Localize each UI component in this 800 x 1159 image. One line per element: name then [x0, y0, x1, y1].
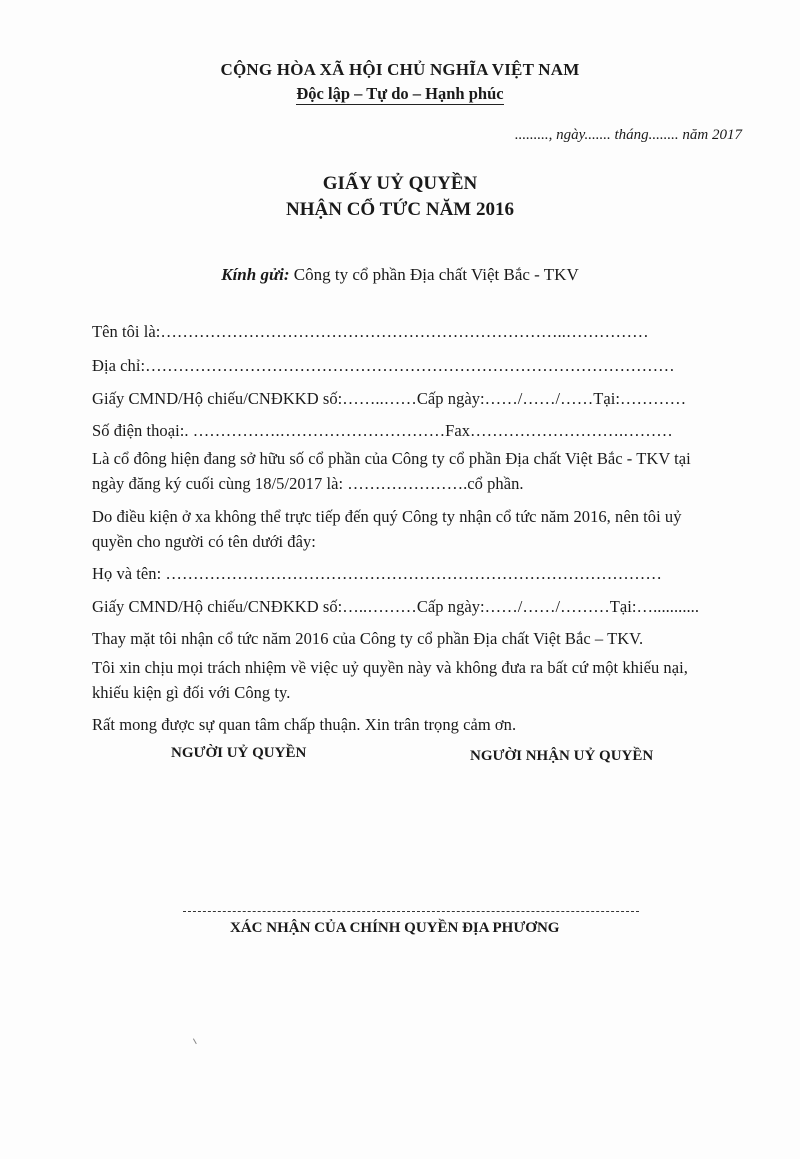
body-line-authorize: quyền cho người có tên dưới đây:	[92, 532, 316, 551]
document-title: GIẤY UỶ QUYỀN	[322, 173, 478, 194]
motto-text: Độc lập – Tự do – Hạnh phúc	[296, 84, 504, 103]
body-line-shareholder: Là cổ đông hiện đang sở hữu số cổ phần của Công ty cổ phần Địa chất Việt Bắc - TKV tại	[92, 449, 691, 468]
recipient-label: Kính gửi:	[221, 265, 290, 284]
date-line: ........., ngày....... tháng........ năm 2017	[514, 127, 742, 143]
pen-mark	[193, 1036, 201, 1044]
local-authority-confirmation: XÁC NHẬN CỦA CHÍNH QUYỀN ĐỊA PHƯƠNG	[230, 920, 560, 936]
body-line-name: Tên tôi là:………………………………………………………………..……………	[92, 322, 649, 341]
motto	[0, 84, 800, 104]
nation-header: CỘNG HÒA XÃ HỘI CHỦ NGHĨA VIỆT NAM	[220, 60, 580, 79]
body-line-on-behalf: Thay mặt tôi nhận cổ tức năm 2016 của Công ty cổ phần Địa chất Việt Bắc – TKV.	[92, 629, 644, 648]
dashed-divider	[183, 911, 639, 912]
body-line-phone: Số điện thoại:. …………….…………………………Fax……………………….………	[92, 421, 673, 440]
recipient-line	[0, 265, 800, 285]
body-line-id: Giấy CMND/Hộ chiếu/CNĐKKD số:……..……Cấp ngày:……/……/……Tại:…………	[92, 389, 687, 408]
grantor-signature-label: NGƯỜI UỶ QUYỀN	[171, 745, 307, 761]
body-line-proxy-id: Giấy CMND/Hộ chiếu/CNĐKKD số:…..………Cấp ngày:……/……/………Tại:…...........	[92, 597, 700, 616]
grantee-signature-label: NGƯỜI NHẬN UỶ QUYỀN	[470, 748, 654, 764]
body-line-proxy-name: Họ và tên: ………………………………………………………………………………	[92, 564, 662, 583]
body-line-reason: Do điều kiện ở xa không thể trực tiếp đến quý Công ty nhận cổ tức năm 2016, nên tôi uỷ	[92, 507, 682, 526]
body-line-shares: ngày đăng ký cuối cùng 18/5/2017 là: ………………….cổ phần.	[92, 474, 524, 493]
document-subtitle: NHẬN CỔ TỨC NĂM 2016	[286, 199, 514, 220]
body-line-responsibility: Tôi xin chịu mọi trách nhiệm về việc uỷ quyền này và không đưa ra bất cứ một khiếu nại,	[92, 658, 688, 677]
recipient-value: Công ty cổ phần Địa chất Việt Bắc - TKV	[293, 265, 579, 284]
body-line-complaint: khiếu kiện gì đối với Công ty.	[92, 683, 291, 702]
body-line-thanks: Rất mong được sự quan tâm chấp thuận. Xin trân trọng cảm ơn.	[92, 715, 517, 734]
body-line-address: Địa chỉ:……………………………………………………………………………………	[92, 356, 675, 375]
